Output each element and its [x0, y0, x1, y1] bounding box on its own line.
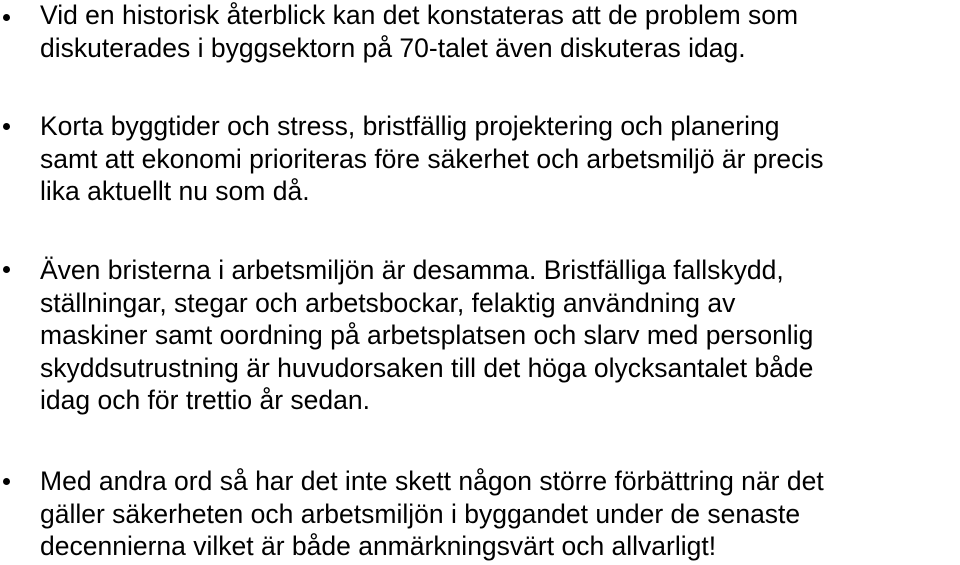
bullet-line: Även bristerna i arbetsmiljön är desamma. Bristfälliga fallskydd,: [40, 255, 784, 285]
bullet-line: Vid en historisk återblick kan det konstateras att de problem som: [40, 0, 799, 30]
bullet-line: Med andra ord så har det inte skett någon större förbättring när det: [40, 466, 824, 496]
bullet-line: skyddsutrustning är huvudorsaken till det höga olycksantalet både: [40, 352, 814, 383]
bullet-point-icon: [3, 123, 10, 130]
bullet-line: ställningar, stegar och arbetsbockar, felaktig användning av: [40, 287, 736, 318]
bullet-point-icon: [3, 478, 10, 485]
bullet-line: gäller säkerheten och arbetsmiljön i byggandet under de senaste: [40, 498, 801, 529]
bullet-line: diskuterades i byggsektorn på 70-talet även diskuteras idag.: [40, 32, 746, 63]
bullet-line: samt att ekonomi prioriteras före säkerhet och arbetsmiljö är precis: [40, 143, 824, 174]
bullet-text: [40, 254, 958, 417]
bullet-line: lika aktuellt nu som då.: [40, 176, 310, 206]
bullet-text: [40, 465, 958, 563]
bullet-line: Korta byggtider och stress, bristfällig projektering och planering: [40, 111, 780, 141]
bullet-line: idag och för trettio år sedan.: [40, 385, 370, 415]
bullet-text: [40, 110, 958, 208]
bullet-text: [40, 0, 958, 64]
bullet-point-icon: [3, 266, 10, 273]
bullet-point-icon: [3, 14, 10, 21]
bullet-line: maskiner samt oordning på arbetsplatsen och slarv med personlig: [40, 320, 814, 350]
bullet-line: decennierna vilket är både anmärkningsvärt och allvarligt!: [40, 531, 717, 561]
